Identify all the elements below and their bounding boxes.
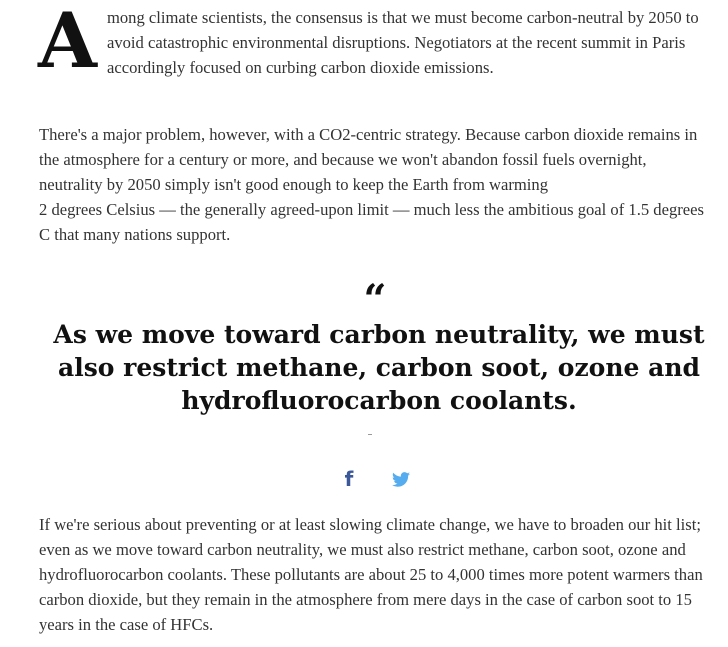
- quote-mark-icon: “: [363, 276, 387, 323]
- article-paragraph-2: [39, 122, 711, 247]
- drop-cap: A: [38, 0, 95, 85]
- pull-quote: As we move toward carbon neutrality, we must also restrict methane, carbon soot, ozone and hydrofluorocarbon coolants.: [53, 320, 705, 415]
- share-facebook-button[interactable]: [338, 468, 360, 490]
- share-twitter-button[interactable]: [390, 468, 412, 490]
- paragraph-1-text: mong climate scientists, the consensus is that we must become carbon-neutral by 2050 to avoid catastrophic environmental disruptions. Negotiators at the recent summit in Paris accordingly focused on curbing carbon dioxide emissions.: [106, 8, 699, 77]
- article-paragraph-1: [38, 0, 711, 85]
- twitter-icon: [392, 472, 410, 487]
- pull-quote-divider: [368, 434, 372, 435]
- paragraph-2-text-a: There's a major problem, however, with a CO2-centric strategy. Because carbon dioxide remains in the atmosphere for a century or more, and because we won't abandon fossil fuels overnight, neutrality by 2050 simply isn't good enough to keep the Earth from warming: [39, 125, 698, 194]
- article-paragraph-3: If we're serious about preventing or at least slowing climate change, we have to broaden our hit list; even as we move toward carbon neutrality, we must also restrict methane, carbon soot, ozone and hydrofluorocarbon coolants. These pollutants are about 25 to 4,000 times more potent warmers than carbon dioxide, but they remain in the atmosphere from mere days in the case of carbon soot to 15 years in the case of HFCs.: [39, 515, 703, 634]
- share-bar: [39, 468, 711, 490]
- facebook-icon: f: [344, 467, 354, 491]
- paragraph-2-text-b: 2 degrees Celsius — the generally agreed-upon limit — much less the ambitious goal of 1.5 degrees C that many nations support.: [39, 200, 704, 244]
